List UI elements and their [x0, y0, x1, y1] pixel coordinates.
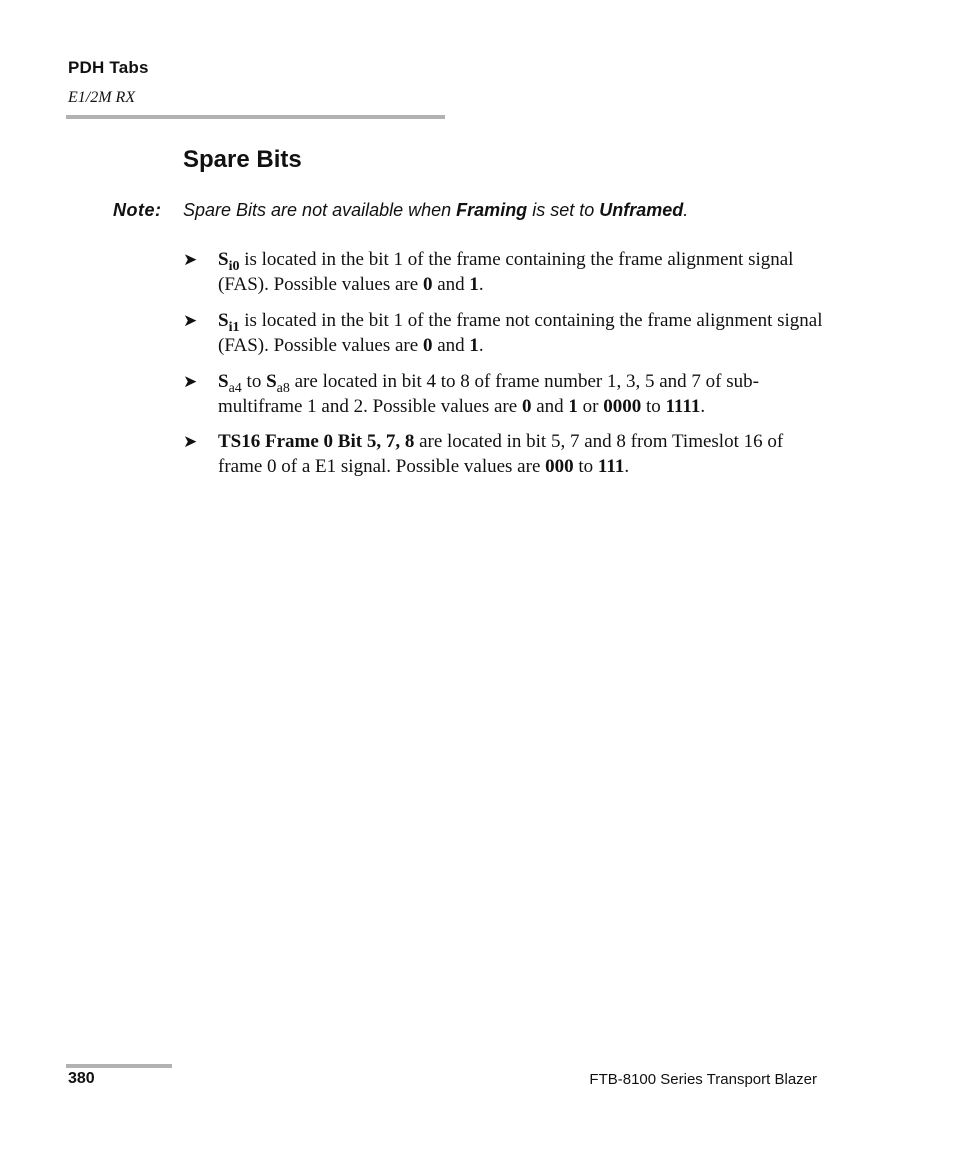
note-label: Note: — [113, 200, 162, 220]
bullet-text: TS16 Frame 0 Bit 5, 7, 8 are located in bit 5, 7 and 8 from Timeslot 16 of frame 0 of a E1 signal. Possible values are 000 to 111. — [218, 431, 784, 477]
section-title: Spare Bits — [183, 146, 302, 173]
note-term-unframed: Unframed — [599, 200, 684, 220]
bullet-text: $S_{i0}$ is located in the bit 1 of the frame containing the frame alignment signal (FAS). Possible values are 0 and 1. — [218, 249, 794, 295]
arrow-bullet-icon: ➤ — [183, 250, 198, 269]
bullet-text: $S_{a4}$ to $S_{a8}$ are located in bit 4 to 8 of frame number 1, 3, 5 and 7 of sub-multiframe 1 and 2. Possible values are 0 and 1 or 0000 to 1111. — [218, 371, 759, 417]
header-divider — [66, 115, 445, 119]
bullet-item-si1 — [183, 308, 823, 358]
footer-divider — [66, 1064, 172, 1068]
page-number: 380 — [68, 1070, 95, 1087]
bullet-item-sa4-sa8 — [183, 369, 823, 419]
arrow-bullet-icon: ➤ — [183, 372, 198, 391]
arrow-bullet-icon: ➤ — [183, 432, 198, 451]
running-header — [68, 58, 149, 106]
document-title: FTB-8100 Series Transport Blazer — [589, 1071, 817, 1088]
note-text: Spare Bits are not available when Framing is set to Unframed. — [183, 200, 689, 220]
arrow-bullet-icon: ➤ — [183, 311, 198, 330]
header-title: PDH Tabs — [68, 58, 149, 77]
note-term-framing: Framing — [456, 200, 528, 220]
header-subtitle: E1/2M RX — [68, 89, 136, 106]
bullet-item-si0 — [183, 247, 823, 297]
bullet-item-ts16 — [183, 429, 823, 479]
bullet-text: $S_{i1}$ is located in the bit 1 of the frame not containing the frame alignment signal (FAS). Possible values are 0 and 1. — [218, 310, 823, 356]
note-block — [113, 200, 689, 221]
